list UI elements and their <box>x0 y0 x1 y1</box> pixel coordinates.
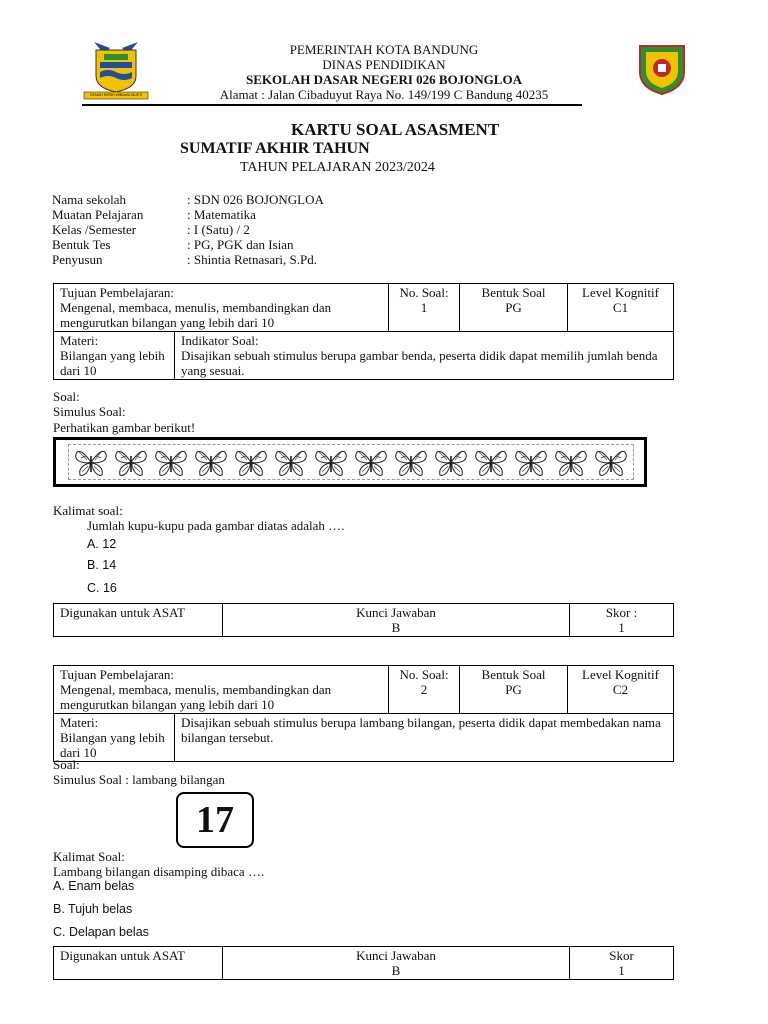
doc-subtitle: SUMATIF AKHIR TAHUN <box>180 140 370 157</box>
soal-label: Soal: <box>53 757 80 772</box>
info-row: Muatan Pelajaran : Matematika <box>52 207 256 222</box>
kunci-cell: Kunci Jawaban B <box>223 604 570 637</box>
instruction: Perhatikan gambar berikut! <box>53 420 196 435</box>
question-card-1 <box>53 283 674 380</box>
butterfly-icon <box>113 444 149 480</box>
no-soal-cell: No. Soal: 2 <box>389 666 460 714</box>
usage-cell: Digunakan untuk ASAT <box>54 947 223 980</box>
no-soal-cell: No. Soal: 1 <box>389 284 460 332</box>
level-kognitif-cell: Level Kognitif C2 <box>568 666 674 714</box>
gov-name: PEMERINTAH KOTA BANDUNG <box>289 42 479 57</box>
bentuk-soal-cell: Bentuk Soal PG <box>460 666 568 714</box>
answer-option-a: A. Enam belas <box>53 879 135 893</box>
butterfly-picture <box>53 437 647 487</box>
kalimat-label: Kalimat Soal: <box>53 849 125 864</box>
indikator-cell: Disajikan sebuah stimulus berupa lambang bilangan, peserta didik dapat membedakan nama bilangan tersebut. <box>181 715 661 745</box>
answer-option-b: B. 14 <box>87 558 117 572</box>
indikator-cell: Indikator Soal: Disajikan sebuah stimulus berupa gambar benda, peserta didik dapat memilih jumlah benda yang sesuai. <box>181 333 658 378</box>
butterfly-icon <box>153 444 189 480</box>
skor-cell: Skor : 1 <box>570 604 674 637</box>
butterfly-icon <box>553 444 589 480</box>
logo-motto: GEMAH RIPAH WIBAWA MUKTI <box>89 93 143 97</box>
answer-key-table-1 <box>53 603 674 637</box>
materi-cell: Materi: Bilangan yang lebih dari 10 <box>54 332 175 379</box>
question-text: Jumlah kupu-kupu pada gambar diatas adalah …. <box>87 518 345 533</box>
butterfly-icon <box>73 444 109 480</box>
answer-option-c: C. 16 <box>87 581 117 595</box>
answer-option-b: B. Tujuh belas <box>53 902 133 916</box>
butterfly-icon <box>193 444 229 480</box>
school-address: Alamat : Jalan Cibaduyut Raya No. 149/199 C Bandung 40235 <box>219 87 549 102</box>
info-row: Bentuk Tes : PG, PGK dan Isian <box>52 237 294 252</box>
question-card-2 <box>53 665 674 762</box>
answer-option-a: A. 12 <box>87 537 117 551</box>
answer-option-c: C. Delapan belas <box>53 925 149 939</box>
skor-cell: Skor 1 <box>570 947 674 980</box>
tujuan-cell: Tujuan Pembelajaran: Mengenal, membaca, menulis, membandingkan dan mengurutkan bilangan yang lebih dari 10 <box>54 666 389 714</box>
stimulus-label: Simulus Soal : lambang bilangan <box>53 772 225 787</box>
soal-label: Soal: <box>53 389 80 404</box>
kunci-cell: Kunci Jawaban B <box>223 947 570 980</box>
academic-year: TAHUN PELAJARAN 2023/2024 <box>240 160 435 175</box>
butterfly-icon <box>353 444 389 480</box>
butterfly-icon <box>473 444 509 480</box>
info-row: Nama sekolah : SDN 026 BOJONGLOA <box>52 192 324 207</box>
butterfly-icon <box>313 444 349 480</box>
butterfly-icon <box>433 444 469 480</box>
kalimat-label: Kalimat soal: <box>53 503 123 518</box>
butterfly-row <box>68 444 634 480</box>
number-symbol-box: 17 <box>176 792 254 848</box>
info-row: Kelas /Semester : I (Satu) / 2 <box>52 222 250 237</box>
butterfly-icon <box>273 444 309 480</box>
school-name: SEKOLAH DASAR NEGERI 026 BOJONGLOA <box>246 72 522 87</box>
butterfly-icon <box>513 444 549 480</box>
stimulus-label: Simulus Soal: <box>53 404 126 419</box>
materi-cell: Materi: Bilangan yang lebih dari 10 <box>54 714 175 761</box>
bentuk-soal-cell: Bentuk Soal PG <box>460 284 568 332</box>
agency-name: DINAS PENDIDIKAN <box>322 57 446 72</box>
level-kognitif-cell: Level Kognitif C1 <box>568 284 674 332</box>
question-text: Lambang bilangan disamping dibaca …. <box>53 864 265 879</box>
tujuan-cell: Tujuan Pembelajaran: Mengenal, membaca, menulis, membandingkan dan mengurutkan bilangan yang lebih dari 10 <box>54 284 389 332</box>
answer-key-table-2 <box>53 946 674 980</box>
usage-cell: Digunakan untuk ASAT <box>54 604 223 637</box>
header-divider <box>82 104 582 106</box>
butterfly-icon <box>393 444 429 480</box>
butterfly-icon <box>593 444 629 480</box>
doc-title: KARTU SOAL ASASMENT <box>291 120 500 139</box>
info-row: Penyusun : Shintia Retnasari, S.Pd. <box>52 252 317 267</box>
butterfly-icon <box>233 444 269 480</box>
